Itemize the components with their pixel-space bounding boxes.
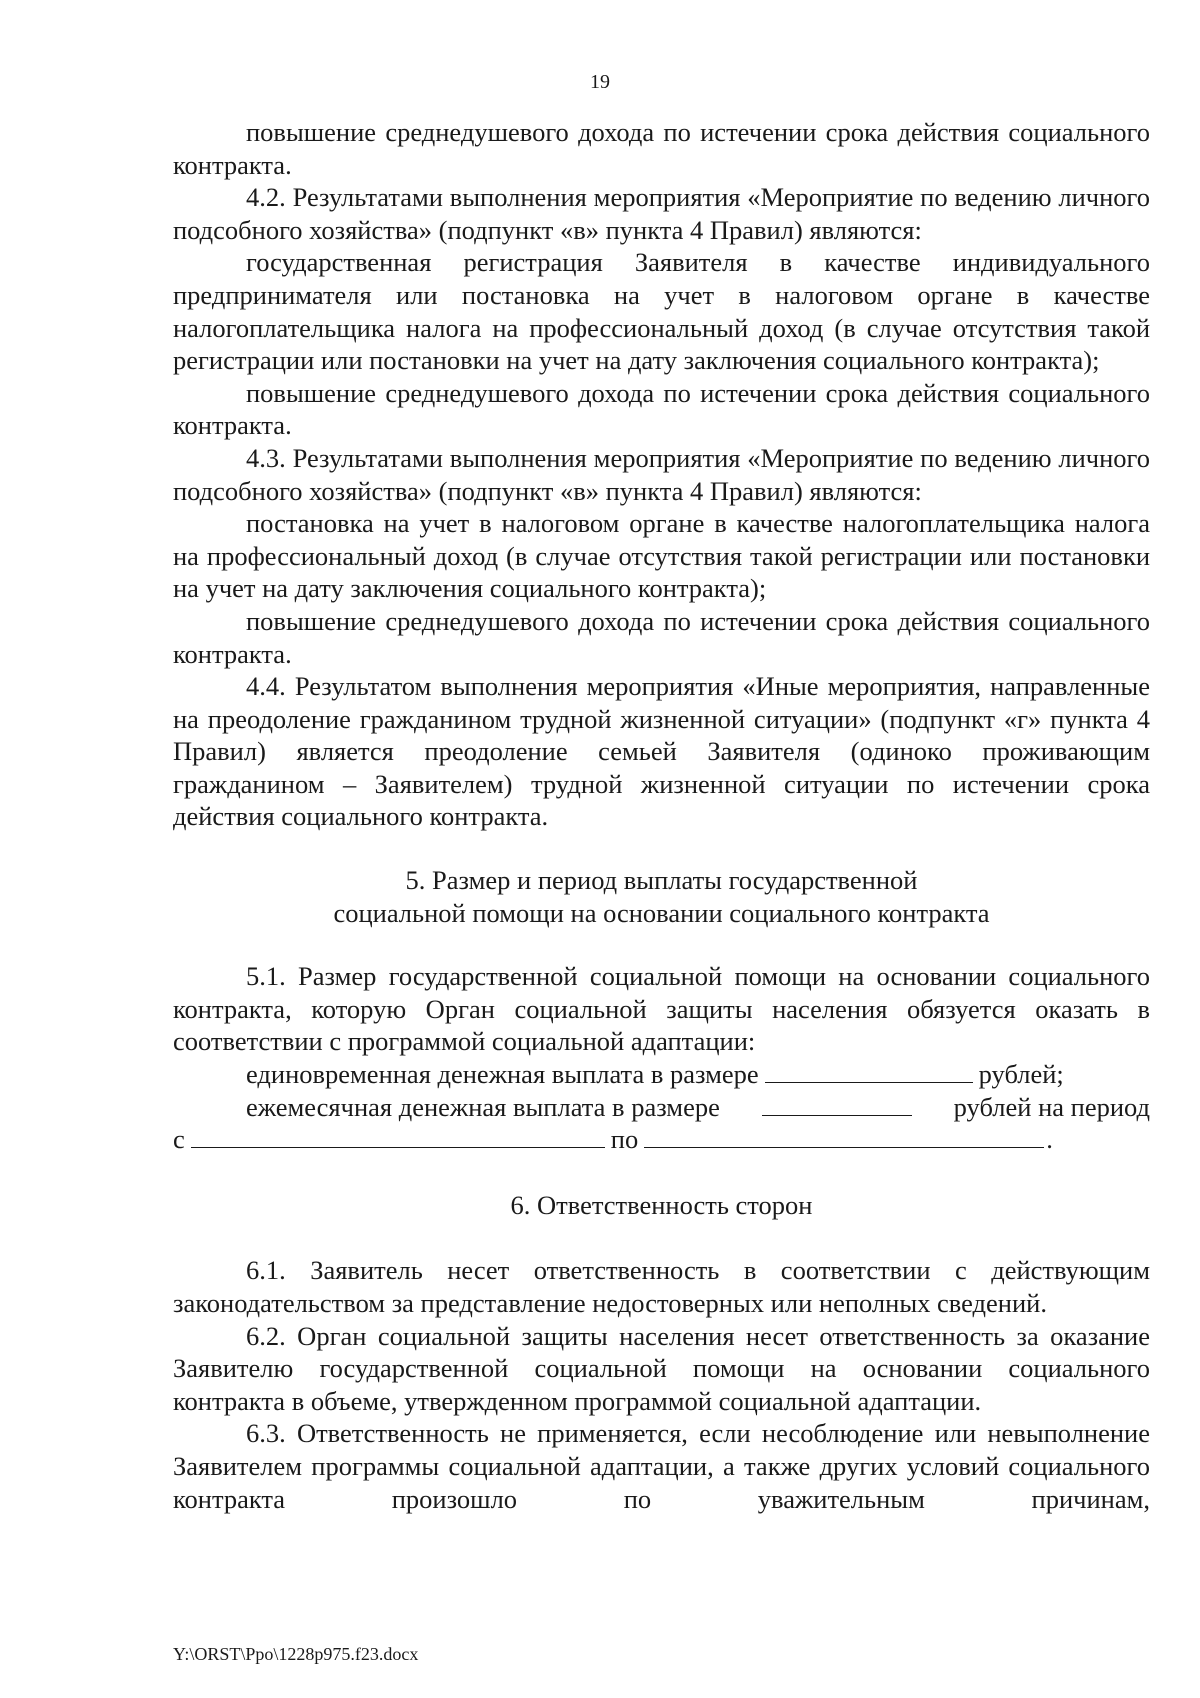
section-5-heading-line-2: социальной помощи на основании социального контракта [333, 897, 990, 928]
section-5-heading-line-1: 5. Размер и период выплаты государственной [405, 865, 918, 896]
section-6-heading: 6. Ответственность сторон [510, 1189, 813, 1220]
paragraph: повышение среднедушевого дохода по истечении срока действия социального контракта. [173, 377, 1150, 441]
lump-sum-amount-blank[interactable] [765, 1058, 973, 1083]
lump-sum-suffix: рублей; [978, 1059, 1064, 1090]
spacer [173, 929, 1150, 960]
paragraph: повышение среднедушевого дохода по истечении срока действия социального контракта. [173, 117, 1150, 180]
lump-sum-label: единовременная денежная выплата в размере [246, 1059, 759, 1090]
page-number: 19 [590, 71, 610, 93]
spacer [173, 1221, 1150, 1254]
period-from-blank[interactable] [191, 1123, 605, 1148]
paragraph-6-3: 6.3. Ответственность не применяется, если несоблюдение или невыполнение Заявителем программы социальной адаптации, а также других условий социального контракта произошло по уважительным причинам, [173, 1418, 1150, 1514]
period-from-label: с [173, 1124, 185, 1155]
paragraph: 4.3. Результатами выполнения мероприятия «Мероприятие по ведению личного подсобного хозяйства» (подпункт «в» пункта 4 Правил) являются: [173, 442, 1150, 506]
paragraph-6-1: 6.1. Заявитель несет ответственность в соответствии с действующим законодательством за представление недостоверных или неполных сведений. [173, 1255, 1150, 1318]
monthly-label: ежемесячная денежная выплата в размере [246, 1091, 720, 1122]
period-to-blank[interactable] [644, 1123, 1044, 1148]
spacer [173, 1156, 1150, 1189]
period-end: . [1046, 1124, 1053, 1155]
paragraph-5-1: 5.1. Размер государственной социальной помощи на основании социального контракта, которую Орган социальной защиты населения обязуется оказать в соответствии с программой социальной адаптации: [173, 961, 1150, 1057]
monthly-line [173, 1091, 1150, 1124]
file-path-footer: Y:\ORST\Ppo\1228p975.f23.docx [173, 1644, 419, 1664]
paragraph: 4.4. Результатом выполнения мероприятия «Иные мероприятия, направленные на преодоление гражданином трудной жизненной ситуации» (подпункт «г» пункта 4 Правил) является преодоление семьей Заявителя (одиноко проживающим гражданином – Заявителем) трудной жизненной ситуации по истечении срока действия социального контракта. [173, 671, 1150, 832]
paragraph: 4.2. Результатами выполнения мероприятия «Мероприятие по ведению личного подсобного хозяйства» (подпункт «в» пункта 4 Правил) являются: [173, 182, 1150, 245]
paragraph-6-2: 6.2. Орган социальной защиты населения несет ответственность за оказание Заявителю государственной социальной помощи на основании социального контракта в объеме, утвержденном программой социальной адаптации. [173, 1320, 1150, 1416]
spacer [173, 833, 1150, 864]
monthly-amount-blank[interactable] [762, 1091, 912, 1116]
paragraph: повышение среднедушевого дохода по истечении срока действия социального контракта. [173, 605, 1150, 669]
paragraph: государственная регистрация Заявителя в качестве индивидуального предпринимателя или постановка на учет в налоговом органе в качестве налогоплательщика налога на профессиональный доход (в случае отсутствия такой регистрации или постановки на учет на дату заключения социального контракта); [173, 247, 1150, 376]
lump-sum-line [173, 1058, 1150, 1091]
period-to-label: по [610, 1124, 639, 1155]
monthly-suffix: рублей на период [953, 1091, 1150, 1122]
period-line [173, 1123, 1150, 1156]
paragraph: постановка на учет в налоговом органе в качестве налогоплательщика налога на профессиональный доход (в случае отсутствия такой регистрации или постановки на учет на дату заключения социального контракта); [173, 508, 1150, 604]
document-body [173, 116, 1150, 1515]
